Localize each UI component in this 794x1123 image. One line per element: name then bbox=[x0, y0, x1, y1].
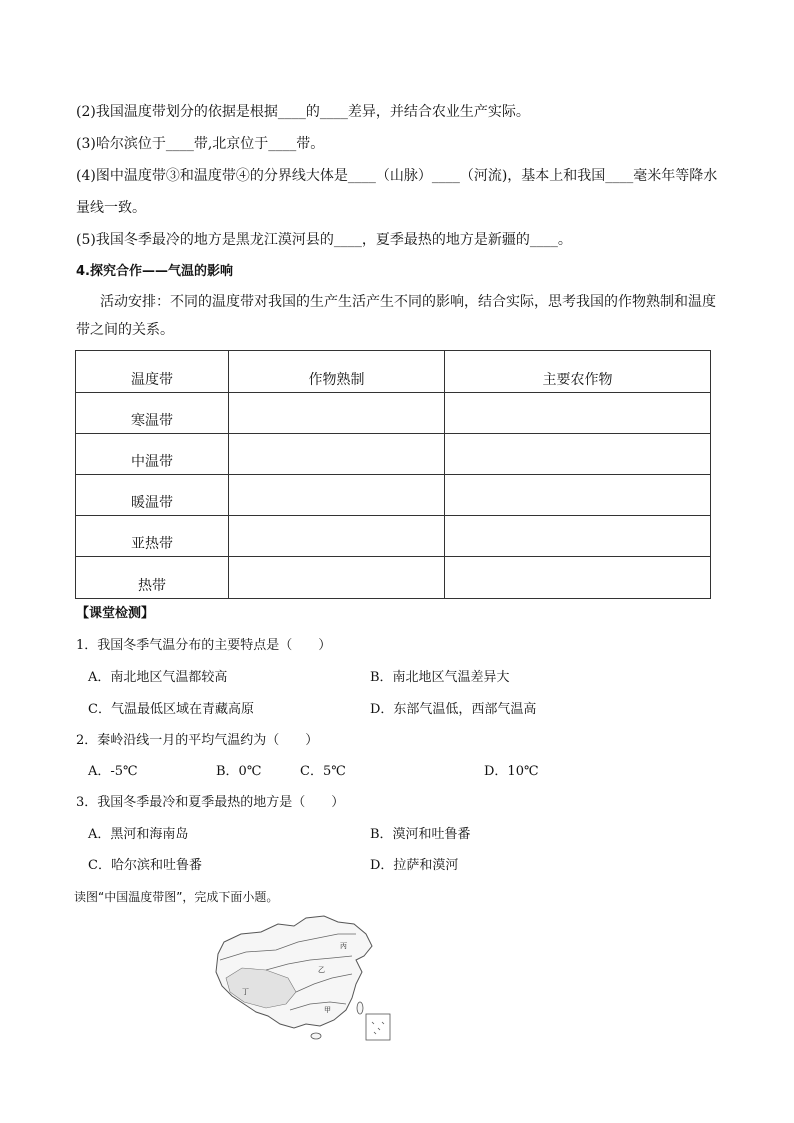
crops-cell[interactable] bbox=[445, 557, 711, 599]
classroom-check-title: 【课堂检测】 bbox=[76, 606, 155, 621]
map-label-yi: 乙 bbox=[318, 966, 325, 974]
mc-question-3: 3．我国冬季最冷和夏季最热的地方是（ ） bbox=[76, 795, 345, 810]
q1-option-b[interactable]: B．南北地区气温差异大 bbox=[370, 670, 510, 685]
map-instruction: 读图“中国温度带图”，完成下面小题。 bbox=[74, 890, 279, 904]
row-label: 热带 bbox=[76, 557, 229, 599]
question-4-line-2: 量线一致。 bbox=[76, 200, 146, 216]
header-crops: 主要农作物 bbox=[445, 351, 711, 393]
row-label: 中温带 bbox=[76, 434, 229, 475]
table-row bbox=[76, 434, 711, 475]
q3-option-c[interactable]: C．哈尔滨和吐鲁番 bbox=[88, 858, 202, 873]
q2-option-c[interactable]: C．5℃ bbox=[300, 764, 346, 779]
table-row bbox=[76, 475, 711, 516]
cropping-cell[interactable] bbox=[229, 434, 445, 475]
map-label-bing: 丙 bbox=[340, 942, 347, 950]
cropping-cell[interactable] bbox=[229, 475, 445, 516]
q1-option-a[interactable]: A．南北地区气温都较高 bbox=[88, 670, 228, 685]
question-3: (3)哈尔滨位于____带,北京位于____带。 bbox=[76, 136, 325, 152]
map-label-ding: 丁 bbox=[242, 988, 249, 996]
question-5: (5)我国冬季最冷的地方是黑龙江漠河县的____，夏季最热的地方是新疆的____。 bbox=[76, 232, 572, 248]
cropping-cell[interactable] bbox=[229, 516, 445, 557]
question-2: (2)我国温度带划分的依据是根据____的____差异，并结合农业生产实际。 bbox=[76, 104, 530, 120]
south-china-sea-inset bbox=[366, 1014, 390, 1040]
q3-option-b[interactable]: B．漠河和吐鲁番 bbox=[370, 827, 471, 842]
table-row bbox=[76, 516, 711, 557]
row-label: 亚热带 bbox=[76, 516, 229, 557]
map-label-jia: 甲 bbox=[324, 1006, 331, 1014]
taiwan-island bbox=[357, 1002, 363, 1014]
mc-question-1: 1．我国冬季气温分布的主要特点是（ ） bbox=[76, 638, 332, 653]
cropping-cell[interactable] bbox=[229, 557, 445, 599]
q1-option-c[interactable]: C．气温最低区域在青藏高原 bbox=[88, 702, 254, 717]
hainan-island bbox=[311, 1033, 321, 1039]
header-zone: 温度带 bbox=[76, 351, 229, 393]
section-4-title: 4.探究合作——气温的影响 bbox=[76, 264, 233, 279]
mc-question-2: 2．秦岭沿线一月的平均气温约为（ ） bbox=[76, 733, 319, 748]
crops-cell[interactable] bbox=[445, 475, 711, 516]
q3-option-d[interactable]: D．拉萨和漠河 bbox=[370, 858, 459, 873]
table-header-row bbox=[76, 351, 711, 393]
table-row bbox=[76, 557, 711, 599]
china-temperature-zone-map bbox=[206, 912, 396, 1042]
q3-option-a[interactable]: A．黑河和海南岛 bbox=[88, 827, 189, 842]
question-4-line-1: (4)图中温度带③和温度带④的分界线大体是____（山脉）____（河流)，基本上和我国____毫米年等降水 bbox=[76, 168, 718, 184]
q2-option-a[interactable]: A．-5℃ bbox=[88, 764, 138, 779]
temperature-zone-table bbox=[75, 350, 711, 599]
row-label: 寒温带 bbox=[76, 393, 229, 434]
table-row bbox=[76, 393, 711, 434]
cropping-cell[interactable] bbox=[229, 393, 445, 434]
q2-option-d[interactable]: D．10℃ bbox=[484, 764, 539, 779]
activity-line-1: 活动安排：不同的温度带对我国的生产生活产生不同的影响，结合实际，思考我国的作物熟制和温度 bbox=[100, 294, 716, 310]
crops-cell[interactable] bbox=[445, 516, 711, 557]
activity-line-2: 带之间的关系。 bbox=[76, 322, 174, 338]
header-cropping: 作物熟制 bbox=[229, 351, 445, 393]
row-label: 暖温带 bbox=[76, 475, 229, 516]
q2-option-b[interactable]: B．0℃ bbox=[216, 764, 262, 779]
crops-cell[interactable] bbox=[445, 393, 711, 434]
q1-option-d[interactable]: D．东部气温低，西部气温高 bbox=[370, 702, 537, 717]
crops-cell[interactable] bbox=[445, 434, 711, 475]
